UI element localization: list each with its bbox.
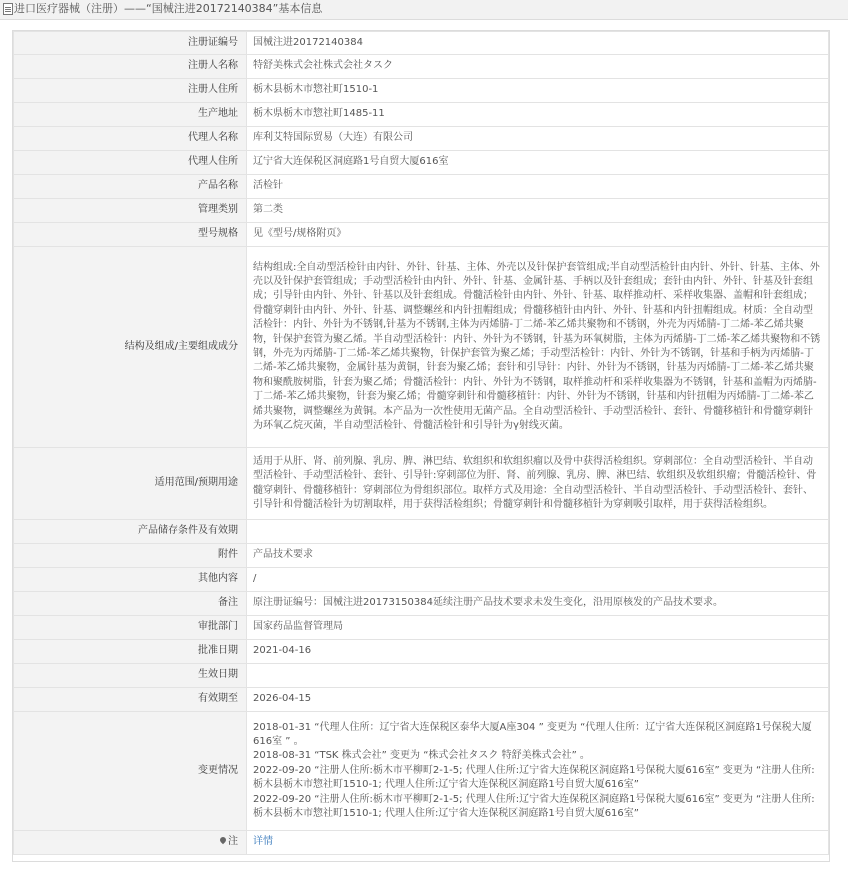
field-label: 适用范围/预期用途 [14,448,247,520]
field-value: 产品技术要求 [247,544,829,568]
table-row [14,616,829,640]
field-value: 特舒美株式会社株式会社タスク [247,55,829,79]
table-row [14,544,829,568]
field-value: 适用于从肝、肾、前列腺、乳房、脾、淋巴结、软组织和软组织瘤以及骨中获得活检组织。穿刺部位：全自动型活检针、半自动型活检针、手动型活检针、套针、引导针:穿刺部位为肝、肾、前列腺、乳房、脾、淋巴结、软组织及软组织瘤；骨髓活检针、骨髓穿刺针、骨髓移植针：穿刺部位为骨组织部位。取样方式及用途：全自动型活检针、半自动型活检针、手动型活检针、套针、引导针和骨髓活检针为切割取样，用于获得活检组织；骨髓穿刺针和骨髓移植针为穿刺吸引取样，用于获得活检组织。 [247,448,829,520]
change-entry: 2022-09-20 “注册人住所:栃木市平柳町2-1-5; 代理人住所:辽宁省大连保税区洞庭路1号保税大厦616室” 变更为 “注册人住所:栃木县栃木市惣社町1510-1; 代理人住所:辽宁省大连保税区洞庭路1号自贸大厦616室” [253,793,815,820]
field-label: 产品储存条件及有效期 [14,520,247,544]
table-row [14,32,829,55]
field-label: 附件 [14,544,247,568]
field-value: 辽宁省大连保税区洞庭路1号自贸大厦616室 [247,151,829,175]
field-label: 其他内容 [14,568,247,592]
field-label: 型号规格 [14,223,247,247]
field-label: 代理人住所 [14,151,247,175]
field-value: / [247,568,829,592]
location-pin-icon [219,836,227,844]
change-entry: 2018-08-31 “TSK 株式会社” 变更为 “株式会社タスク 特舒美株式会社” 。 [253,750,590,762]
change-entry: 2022-09-20 “注册人住所:栃木市平柳町2-1-5; 代理人住所:辽宁省大连保税区洞庭路1号保税大厦616室” 变更为 “注册人住所:栃木县栃木市惣社町1510-1; 代理人住所:辽宁省大连保税区洞庭路1号自贸大厦616室” [253,764,815,791]
note-value [247,831,829,855]
table-row [14,79,829,103]
table-row [14,568,829,592]
field-label: 结构及组成/主要组成成分 [14,247,247,448]
field-value [247,664,829,688]
note-label: 注 [228,836,238,848]
table-row [14,520,829,544]
page-title: 进口医疗器械（注册）——“国械注进20172140384”基本信息 [14,2,323,15]
table-row [14,151,829,175]
table-row [14,592,829,616]
field-value: 2021-04-16 [247,640,829,664]
table-row [14,175,829,199]
field-value: 栃木県栃木市惣社町1485-11 [247,103,829,127]
field-label: 有效期至 [14,688,247,712]
field-label: 备注 [14,592,247,616]
note-label-cell [14,831,247,855]
table-row [14,199,829,223]
field-value [247,520,829,544]
field-value: 2026-04-15 [247,688,829,712]
details-link[interactable]: 详情 [253,836,273,848]
table-row [14,103,829,127]
table-row [14,223,829,247]
table-row [14,688,829,712]
page-header [0,0,848,20]
table-row-note [14,831,829,855]
info-frame [12,30,830,862]
field-label: 注册证编号 [14,32,247,55]
table-row [14,127,829,151]
field-value: 原注册证编号：国械注进20173150384延续注册产品技术要求未发生变化，沿用原核发的产品技术要求。 [247,592,829,616]
document-icon [3,3,13,15]
change-history [247,712,829,831]
field-label: 注册人住所 [14,79,247,103]
field-value: 第二类 [247,199,829,223]
field-label: 产品名称 [14,175,247,199]
field-value: 库利艾特国际贸易（大连）有限公司 [247,127,829,151]
field-value: 活检针 [247,175,829,199]
table-row [14,664,829,688]
change-entry: 2018-01-31 “代理人住所：辽宁省大连保税区泰华大厦A座304 ” 变更为 “代理人住所：辽宁省大连保税区洞庭路1号保税大厦616室 ” 。 [253,721,812,747]
info-table [13,31,829,855]
table-row [14,247,829,448]
field-label: 注册人名称 [14,55,247,79]
field-label: 代理人名称 [14,127,247,151]
field-value: 国家药品监督管理局 [247,616,829,640]
field-value: 国械注进20172140384 [247,32,829,55]
table-row [14,640,829,664]
field-value: 见《型号/规格附页》 [247,223,829,247]
field-label: 变更情况 [14,712,247,831]
field-label: 生产地址 [14,103,247,127]
table-row [14,55,829,79]
table-row-changes [14,712,829,831]
field-label: 审批部门 [14,616,247,640]
field-value: 结构组成:全自动型活检针由内针、外针、针基、主体、外壳以及针保护套管组成;半自动型活检针由内针、外针、针基、主体、外壳以及针保护套管组成；手动型活检针由内针、外针、针基、金属针基、手柄以及针套组成；套针由内针、外针、针基及针套组成；引导针由内针、外针、针基以及针套组成。骨髓活检针由内针、外针、针基、取样推动杆、采样收集器、盖帽和针套组成；骨髓穿刺针由内针、外针、针基、调整螺丝和内针扭帽组成；骨髓移植针由内针、外针、针基和内针扭帽组成。材质：全自动型活检针：内针、外针为不锈钢,针基为不锈钢,主体为丙烯腈-丁二烯-苯乙烯共聚物和不锈钢，外壳为丙烯腈-丁二烯-苯乙烯共聚物，针保护套管为聚乙烯。半自动型活检针：内针、外针为不锈钢，针基为环氧树脂，主体为丙烯腈-丁二烯-苯乙烯共聚物和不锈钢，外壳为丙烯腈-丁二烯-苯乙烯共聚物，针保护套管为聚乙烯；手动型活检针：内针、外针为不锈钢，针基和手柄为丙烯腈-丁二烯-苯乙烯共聚物，金属针基为黄铜，针套为聚乙烯；套针和引导针：内针、外针为不锈钢，针基为丙烯腈-丁二烯-苯乙烯共聚物和聚酰胺树脂，针套为聚乙烯；骨髓活检针：内针、外针为不锈钢，取样推动杆和采样收集器为不锈钢，针基和盖帽为丙烯腈-丁二烯-苯乙烯共聚物，针套为聚乙烯；骨髓穿刺针和骨髓移植针：内针、外针为不锈钢，针基和内针扭帽为丙烯腈-丁二烯-苯乙烯共聚物，调整螺丝为黄铜。本产品为一次性使用无菌产品。全自动型活检针、手动型活检针、套针、骨髓移植针和骨髓穿刺针为环氧乙烷灭菌，半自动型活检针、骨髓活检针和引导针为γ射线灭菌。 [247,247,829,448]
table-row [14,448,829,520]
field-label: 生效日期 [14,664,247,688]
field-label: 管理类别 [14,199,247,223]
field-value: 栃木县栃木市惣社町1510-1 [247,79,829,103]
field-label: 批准日期 [14,640,247,664]
